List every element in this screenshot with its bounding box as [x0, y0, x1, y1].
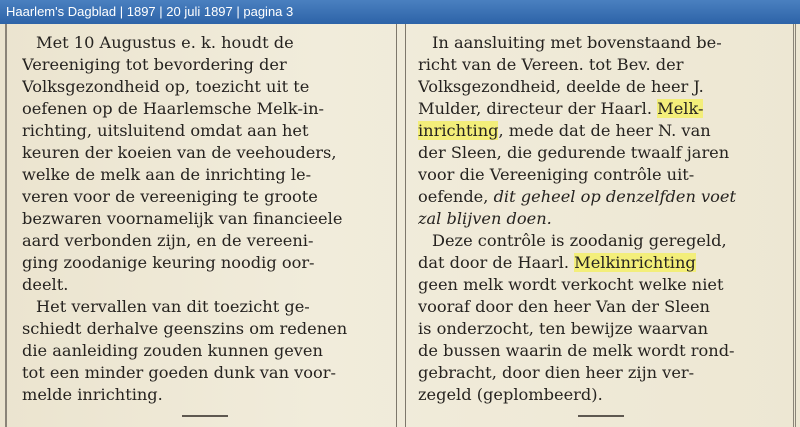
text-segment: Mulder, directeur der Haarl. [418, 99, 658, 118]
text-segment: , mede dat de heer N. van [498, 121, 711, 140]
text-line: melde inrichting. [22, 385, 163, 404]
text-line [418, 252, 784, 274]
search-highlight: inrichting [418, 121, 499, 140]
text-line: de bussen waarin de melk wordt rond- [418, 341, 735, 360]
text-segment: oefende, [418, 187, 494, 206]
text-line: tot een minder goeden dunk van voor- [22, 363, 336, 382]
text-line: In aansluiting met bovenstaand be- [432, 33, 722, 52]
text-line: die aanleiding zouden kunnen geven [22, 341, 323, 360]
article-left-column [22, 32, 388, 417]
text-line: zegeld (geplombeerd). [418, 385, 603, 404]
text-line: Met 10 Augustus e. k. houdt de [36, 33, 294, 52]
text-line: veren voor de vereeniging te groote [22, 187, 318, 206]
text-line: gebracht, door dien heer zijn ver- [418, 363, 695, 382]
text-line: deelt. [22, 275, 69, 294]
text-line [418, 98, 784, 120]
italic-text: dit geheel op denzelfden voet [493, 187, 736, 206]
search-highlight: Melkinrichting [574, 253, 696, 272]
newspaper-clipping [0, 24, 800, 427]
text-line: zal blijven doen. [418, 209, 552, 228]
text-line: Het vervallen van dit toezicht ge- [36, 297, 310, 316]
text-line: der Sleen, die gedurende twaalf jaren [418, 143, 730, 162]
text-line: Volksgezondheid op, toezicht uit te [22, 77, 310, 96]
column-rule-right [793, 24, 796, 427]
text-line: Volksgezondheid, deelde de heer J. [418, 77, 704, 96]
article-right-column [418, 32, 784, 417]
text-line: richting, uitsluitend omdat aan het [22, 121, 309, 140]
text-line [418, 120, 784, 142]
text-line: is onderzocht, ten bewijze waarvan [418, 319, 709, 338]
column-rule-middle [396, 24, 406, 427]
text-line: aard verbonden zijn, en de vereeni- [22, 231, 314, 250]
text-line: welke de melk aan de inrichting le- [22, 165, 312, 184]
text-line: Deze contrôle is zoodanig geregeld, [432, 231, 727, 250]
text-line: bezwaren voornamelijk van financieele [22, 209, 343, 228]
search-highlight: Melk- [657, 99, 704, 118]
column-rule-left [5, 24, 7, 427]
end-rule [182, 415, 228, 417]
text-line: voor die Vereeniging contrôle uit- [418, 165, 695, 184]
end-rule [578, 415, 624, 417]
text-line: vooraf door den heer Van der Sleen [418, 297, 710, 316]
text-line: Vereeniging tot bevordering der [22, 55, 287, 74]
text-line: oefenen op de Haarlemsche Melk-in- [22, 99, 324, 118]
text-line: schiedt derhalve geenszins om redenen [22, 319, 348, 338]
text-line: richt van de Vereen. tot Bev. der [418, 55, 684, 74]
viewer-title-bar [0, 0, 800, 24]
text-line: keuren der koeien van de veehouders, [22, 143, 337, 162]
text-segment: dat door de Haarl. [418, 253, 575, 272]
text-line: geen melk wordt verkocht welke niet [418, 275, 724, 294]
text-line [418, 186, 784, 208]
text-line: ging zoodanige keuring noodig oor- [22, 253, 315, 272]
document-title: Haarlem's Dagblad | 1897 | 20 juli 1897 | pagina 3 [6, 4, 294, 19]
